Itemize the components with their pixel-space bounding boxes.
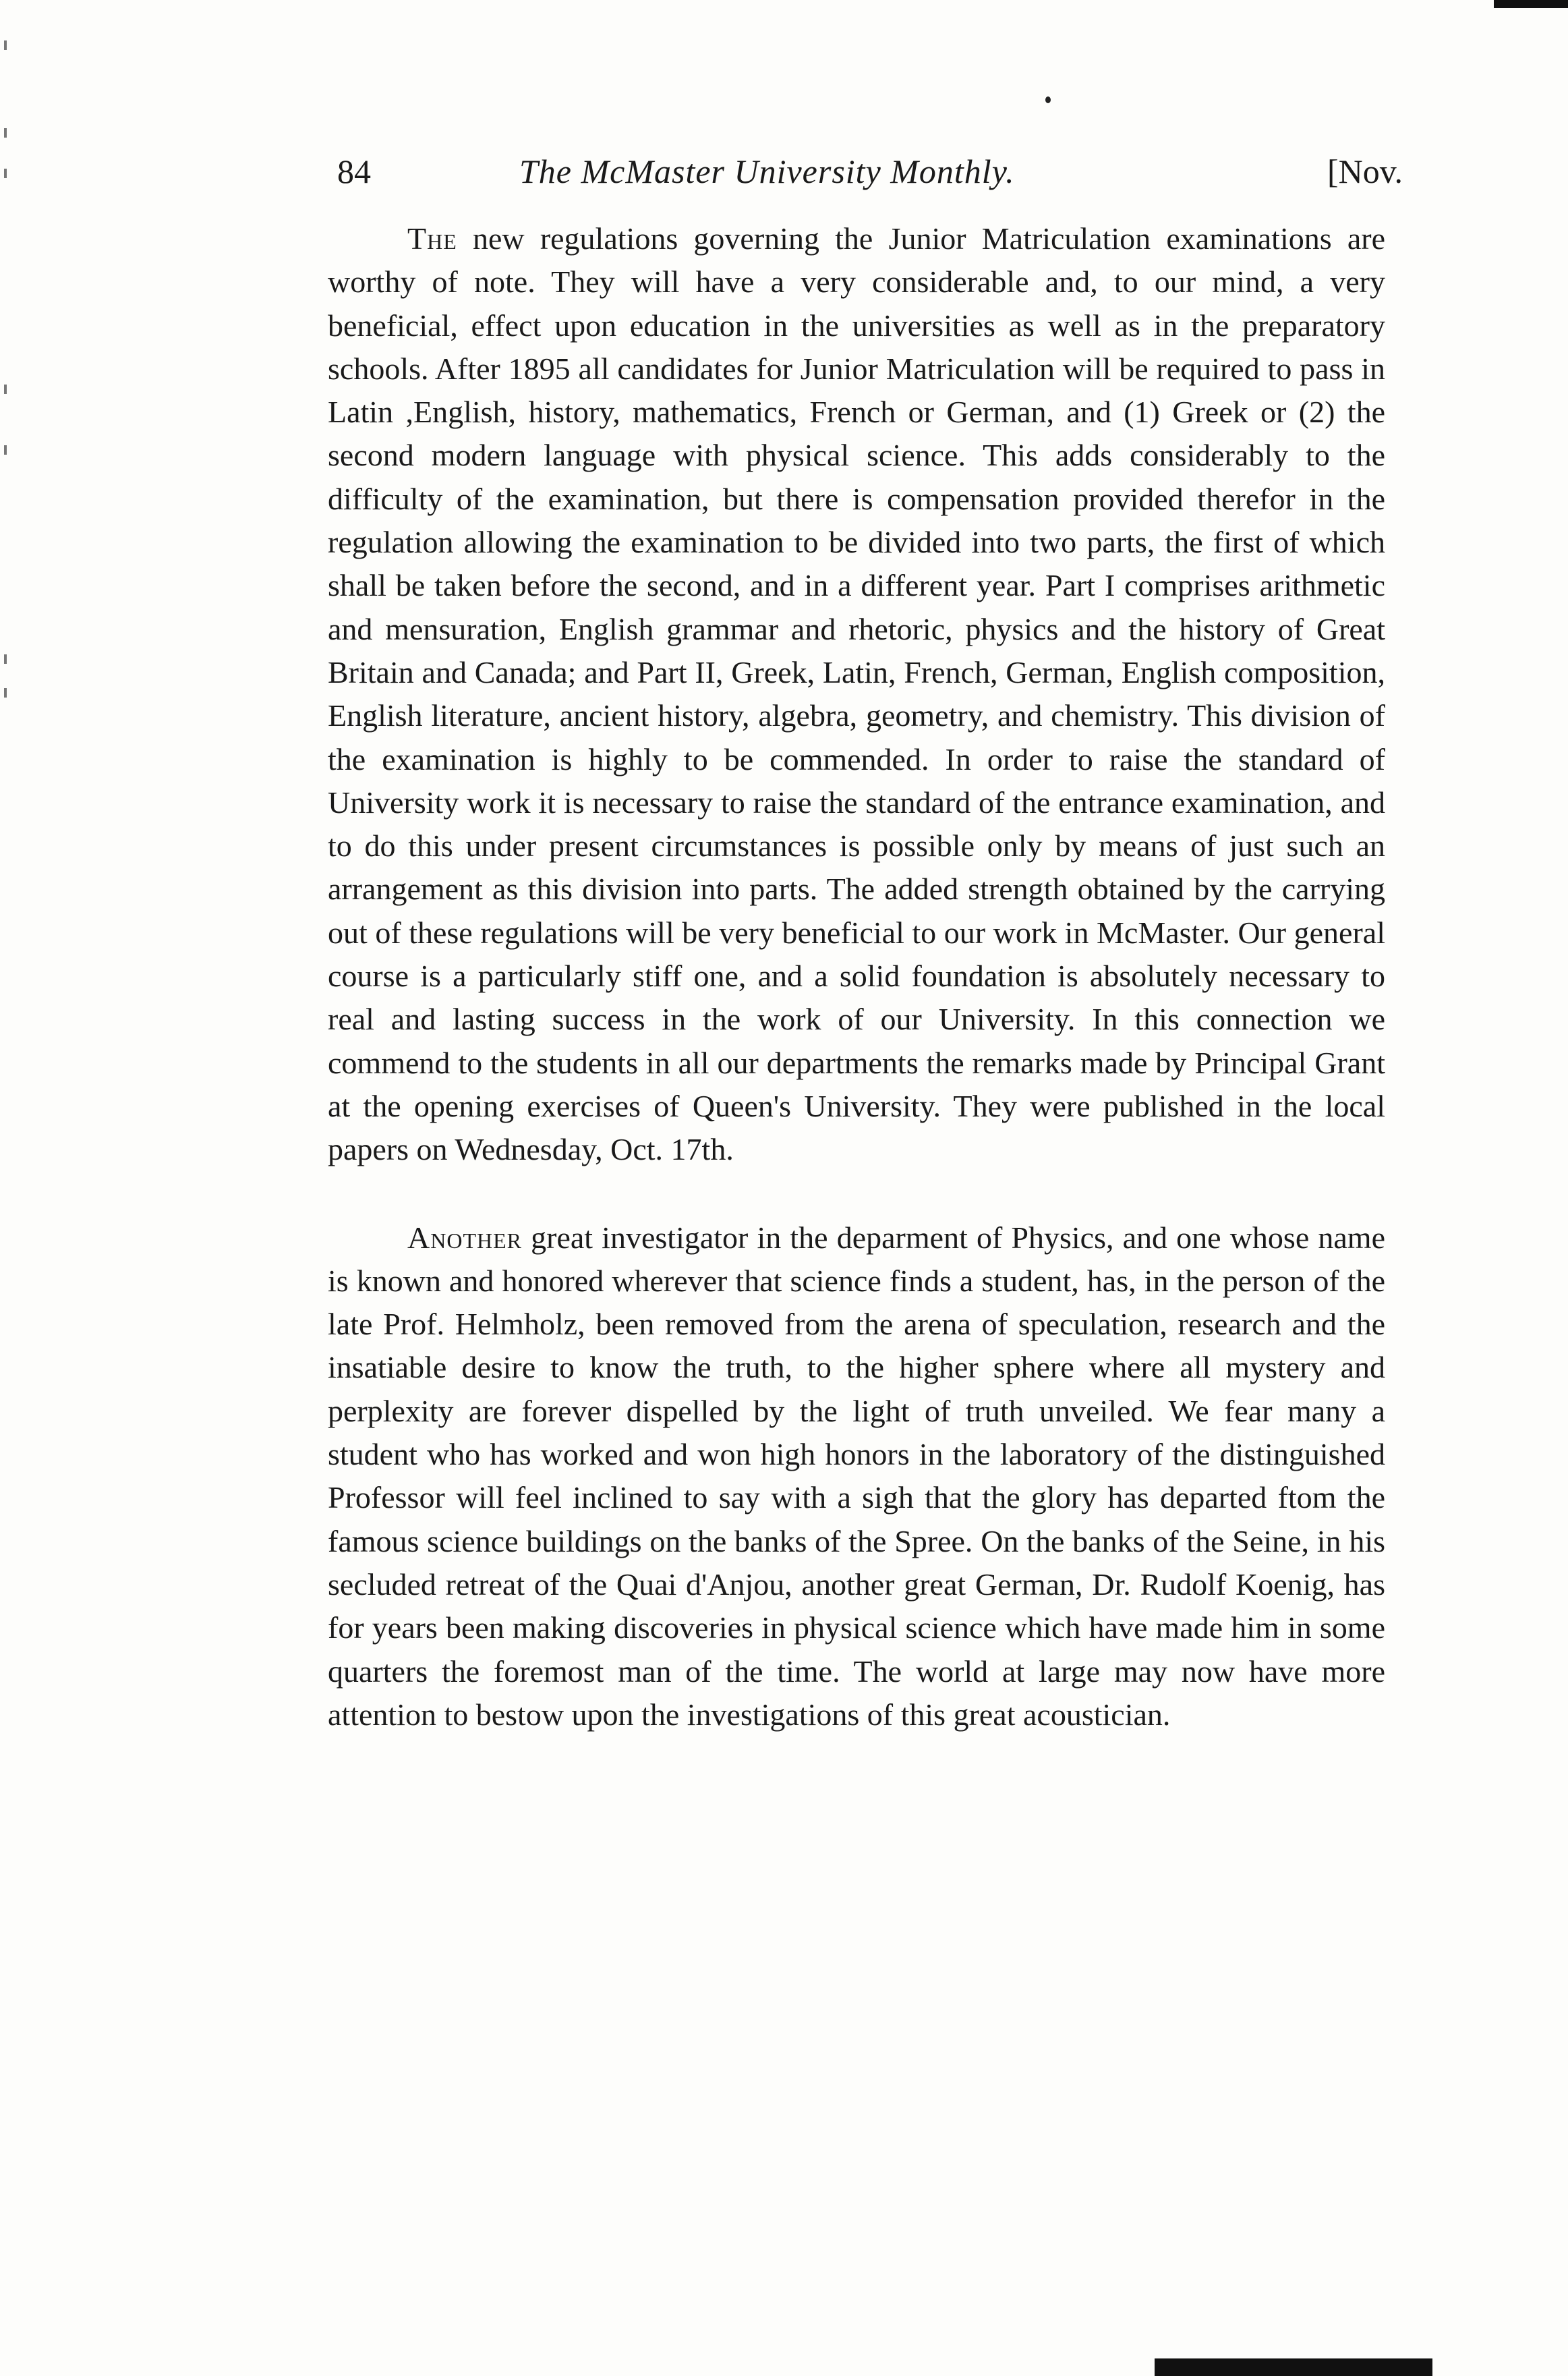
gutter-marks <box>4 40 11 715</box>
paragraph-helmholz <box>328 1216 1385 1737</box>
paragraph-matriculation <box>328 217 1385 1172</box>
page-edge-mark <box>1494 0 1568 8</box>
issue-month: [Nov. <box>1327 152 1403 190</box>
page-header <box>337 152 1403 199</box>
running-title: The McMaster University Monthly. <box>519 152 1015 190</box>
paragraph-lead: The <box>407 221 457 256</box>
paragraph-lead: Another <box>407 1220 522 1255</box>
article-body <box>328 217 1385 1736</box>
ink-speck <box>1045 96 1051 103</box>
paragraph-text: new regulations governing the Junior Matriculation examinations are worthy of note. They will have a very considerable and, to our mind, a very beneficial, effect upon education in the universities as well as in the preparatory schools. After 1895 all candidates for Junior Matriculation will be required to pass in Latin ,English, history, mathematics, French or German, and (1) Greek or (2) the second modern language with physical science. This adds considerably to the difficulty of the examination, but there is compensation provided therefor in the regulation allowing the examination to be divided into two parts, the first of which shall be taken before the second, and in a different year. Part I comprises arithmetic and mensuration, English grammar and rhetoric, physics and the history of Great Britain and Canada; and Part II, Greek, Latin, French, German, English composition, English literature, ancient history, algebra, geometry, and chemistry. This division of the examination is highly to be commended. In order to raise the standard of University work it is necessary to raise the standard of the entrance examination, and to do this under present circumstances is possible only by means of just such an arrangement as this division into parts. The added strength obtained by the carrying out of these regulations will be very beneficial to our work in McMaster. Our general course is a particularly stiff one, and a solid foundation is absolutely necessary to real and lasting success in the work of our University. In this connection we commend to the students in all our departments the remarks made by Principal Grant at the opening exercises of Queen's University. They were published in the local papers on Wednesday, Oct. 17th. <box>328 221 1385 1167</box>
paragraph-text: great investigator in the deparment of Physics, and one whose name is known and honored wherever that science finds a student, has, in the person of the late Prof. Helmholz, been removed from the arena of speculation, research and the insatiable desire to know the truth, to the higher sphere where all mystery and perplexity are forever dispelled by the light of truth unveiled. We fear many a student who has worked and won high honors in the laboratory of the distinguished Professor will feel inclined to say with a sigh that the glory has departed ftom the famous science buildings on the banks of the Spree. On the banks of the Seine, in his secluded retreat of the Quai d'Anjou, another great German, Dr. Rudolf Koenig, has for years been making discoveries in physical science which have made him in some quarters the foremost man of the time. The world at large may now have more attention to bestow upon the investigations of this great acoustician. <box>328 1220 1385 1732</box>
page-number: 84 <box>337 152 371 190</box>
page-edge-mark <box>1155 2358 1432 2376</box>
